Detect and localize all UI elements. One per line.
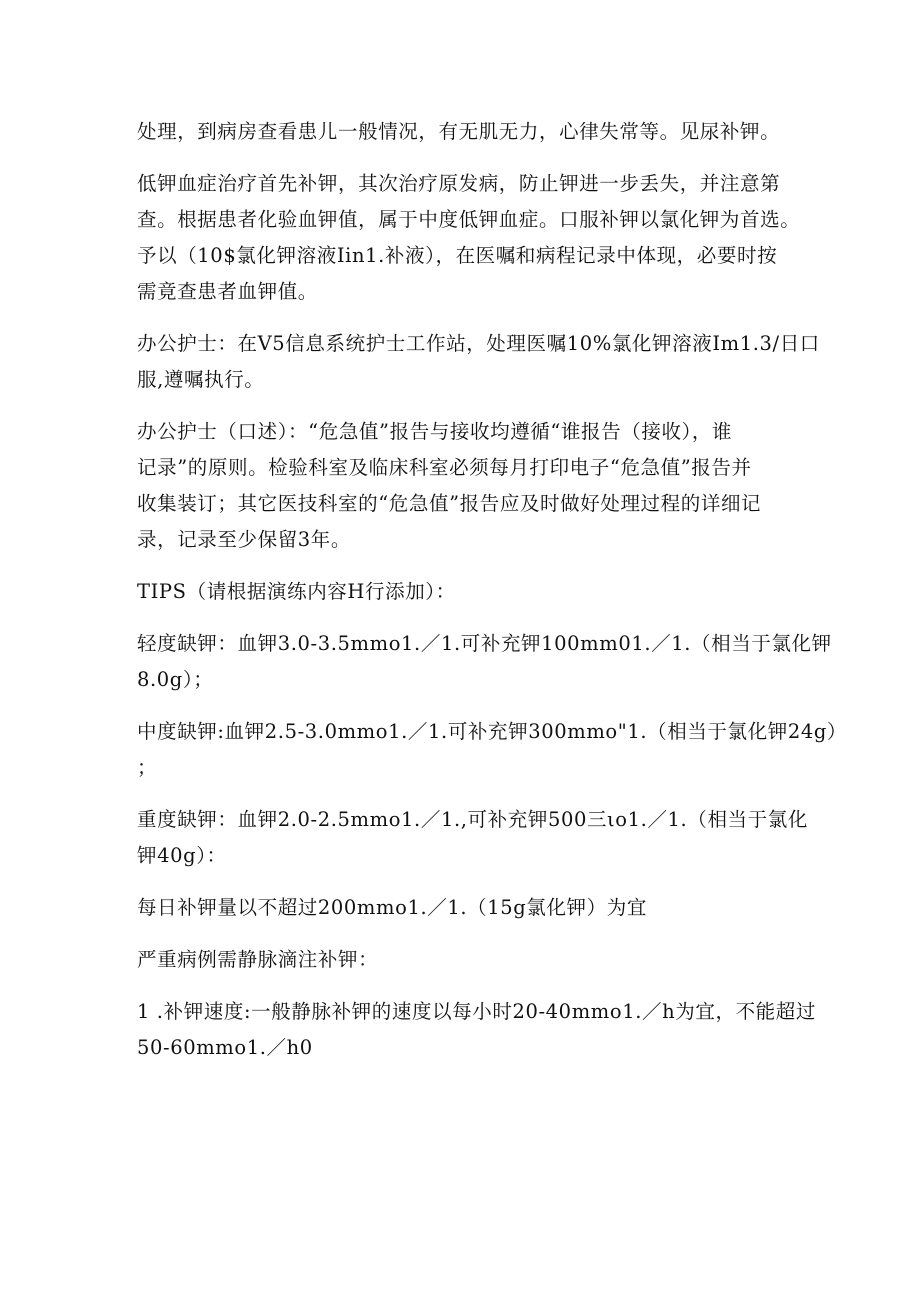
paragraph-gap (137, 610, 800, 626)
paragraph-gap (137, 558, 800, 574)
text-line: 严重病例需静脉滴注补钾： (137, 948, 379, 971)
paragraph-gap (137, 978, 800, 994)
paragraph-gap (137, 698, 800, 714)
paragraph-daily-limit (137, 890, 800, 926)
text-line: 处理，到病房查看患儿一般情况，有无肌无力，心律失常等。见尿补钾。 (137, 120, 781, 143)
paragraph-moderate-deficiency (137, 714, 848, 786)
text-line: 轻度缺钾：血钾3.0-3.5mmo1.／1.可补充钾100mm01.／1.（相当于氯化钾 (137, 632, 832, 655)
text-line: 收集装订；其它医技科室的“危急值”报告应及时做好处理过程的详细记 (137, 492, 762, 515)
text-line: 服,遵嘱执行。 (137, 368, 265, 391)
paragraph-gap (137, 786, 800, 802)
text-line: 钾40g）： (137, 844, 227, 867)
text-line: 予以（10$氯化钾溶液Iin1.补液），在医嘱和病程记录中体现，必要时按 (137, 244, 778, 267)
text-line: 1 .补钾速度:一般静脉补钾的速度以每小时20-40mmo1.／h为宜，不能超过 (137, 1000, 816, 1023)
text-line: 办公护士（口述）：“危急值”报告与接收均遵循“谁报告（接收），谁 (137, 420, 733, 443)
paragraph-critical-value-rules (137, 414, 800, 558)
paragraph-potassium-check (137, 114, 800, 150)
text-line: 50-60mmo1.／h0 (137, 1036, 313, 1059)
paragraph-gap (137, 926, 800, 942)
paragraph-office-nurse-orders (137, 326, 820, 398)
text-line: 8.0g）； (137, 668, 214, 691)
paragraph-infusion-rate (137, 994, 816, 1066)
paragraph-iv-supplement (137, 942, 800, 978)
text-line: 录，记录至少保留3年。 (137, 528, 352, 551)
text-line: 中度缺钾:血钾2.5-3.0mmo1.／1.可补充钾300mmo"1.（相当于氯化钾24g） (137, 720, 848, 743)
text-line: TIPS（请根据演练内容H行添加）： (137, 580, 456, 603)
paragraph-mild-deficiency (137, 626, 832, 698)
paragraph-severe-deficiency (137, 802, 808, 874)
paragraph-gap (137, 310, 800, 326)
paragraph-hypokalemia-treatment (137, 166, 800, 310)
paragraph-tips-heading (137, 574, 800, 610)
text-line: 需竟查患者血钾值。 (137, 280, 318, 303)
text-line: 低钾血症治疗首先补钾，其次治疗原发病，防止钾进一步丢失，并注意第 (137, 172, 781, 195)
paragraph-gap (137, 874, 800, 890)
text-line: 重度缺钾：血钾2.0-2.5mmo1.／1.,可补充钾500三ιo1.／1.（相当于氯化 (137, 808, 808, 831)
text-line: 办公护士：在V5信息系统护士工作站，处理医嘱10%氯化钾溶液Im1.3/日口 (137, 332, 820, 355)
paragraph-gap (137, 398, 800, 414)
text-line: ； (137, 756, 158, 779)
text-line: 每日补钾量以不超过200mmo1.／1.（15g氯化钾）为宜 (137, 896, 647, 919)
text-line: 记录”的原则。检验科室及临床科室必须每月打印电子“危急值”报告并 (137, 456, 752, 479)
paragraph-gap (137, 150, 800, 166)
text-line: 查。根据患者化验血钾值，属于中度低钾血症。口服补钾以氯化钾为首选。 (137, 208, 801, 231)
